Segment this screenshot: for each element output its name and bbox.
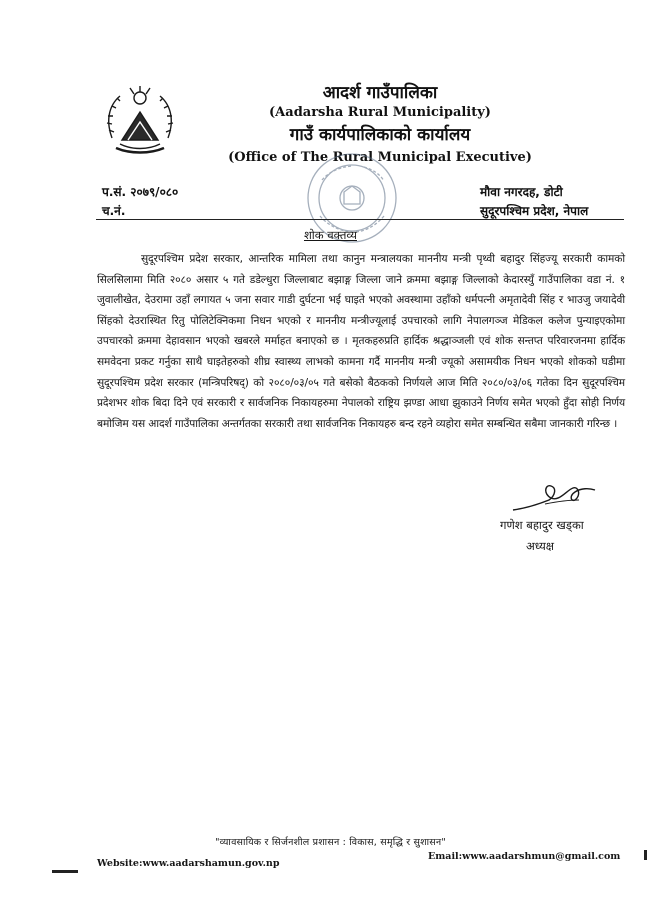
office-name-nepali: गाउँ कार्यपालिकाको कार्यालय — [289, 125, 471, 145]
dispatch-number: च.नं. — [102, 204, 126, 218]
address-line-2: सुदूरपश्चिम प्रदेश, नेपाल — [480, 204, 589, 218]
scan-mark-left — [52, 870, 78, 873]
municipality-name-english: (Aadarsha Rural Municipality) — [269, 105, 491, 120]
subject-title: शोक वक्तव्य — [303, 228, 357, 242]
office-name-english: (Office of The Rural Municipal Executive) — [228, 150, 532, 165]
condolence-body: सुदूरपश्चिम प्रदेश सरकार, आन्तरिक मामिला तथा कानुन मन्त्रालयका माननीय मन्त्री पृथ्वी बहादुर सिंहज्यू सरकारी कामको सिलसिलामा मिति २०८० असार ५ गते डडेल्धुरा जिल्लाबाट बझाङ्ग जिल्ला जाने क्रममा बझाङ्ग जिल्लाको केदारस्युँ गाउँपालिका वडा नं. १ जुवालीखेत, देउरामा उहाँ लगायत ५ जना सवार गाडी दुर्घटना भई घाइते भएको अवस्थामा उहाँको धर्मपत्नी अमृतादेवी सिंह र भाउजु जयादेवी सिंहको देउरास्थित रितु पोलिटेक्निकमा निधन भएको र माननीय मन्त्रीज्यूलाई उपचारको लागि नेपालगञ्ज मेडिकल कलेज पुन्याइएकोमा उपचारको क्रममा देहावसान भएको खबरले मर्माहत बनाएको छ । मृतकहरुप्रति हार्दिक श्रद्धाञ्जली एवं शोक सन्तप्त परिवारजनमा हार्दिक समवेदना प्रकट गर्नुका साथै घाइतेहरुको शीघ्र स्वास्थ्य लाभको कामना गर्दै माननीय मन्त्री ज्यूको असामयीक निधन भएको शोकको घडीमा सुदूरपश्चिम प्रदेश सरकार (मन्त्रिपरिषद्) को २०८०/०३/०५ गते बसेको बैठकको निर्णयले आज मिति २०८०/०३/०६ गतेका दिन सुदूरपश्चिम प्रदेशभर शोक बिदा दिने एवं सरकारी र सार्वजनिक निकायहरुमा नेपालको राष्ट्रिय झण्डा आधा झुकाउने निर्णय समेत भएको हुँदा सोही निर्णय बमोजिम यस आदर्श गाउँपालिका अन्तर्गतका सरकारी तथा सार्वजनिक निकायहरु बन्द रहने व्यहोरा समेत सम्बन्धित सबैमा जानकारी गरिन्छ । — [97, 253, 625, 430]
header-divider — [96, 219, 624, 220]
footer-slogan: "व्यावसायिक र सिर्जनशील प्रशासन : विकास, समृद्धि र सुशासन" — [215, 837, 446, 848]
footer-email: Email:www.aadarshmun@gmail.com — [428, 851, 621, 862]
reference-number: प.सं. २०७९/०८० — [102, 185, 179, 199]
footer-website: Website:www.aadarshamun.gov.np — [97, 858, 280, 869]
municipality-name-nepali: आदर्श गाउँपालिका — [322, 83, 438, 103]
signatory-title: अध्यक्ष — [526, 539, 555, 553]
signature-icon — [505, 478, 605, 518]
scan-mark-right — [644, 850, 647, 860]
signatory-name: गणेश बहादुर खड्का — [500, 518, 584, 532]
address-line-1: मौवा नगरदह, डोटी — [480, 185, 563, 199]
